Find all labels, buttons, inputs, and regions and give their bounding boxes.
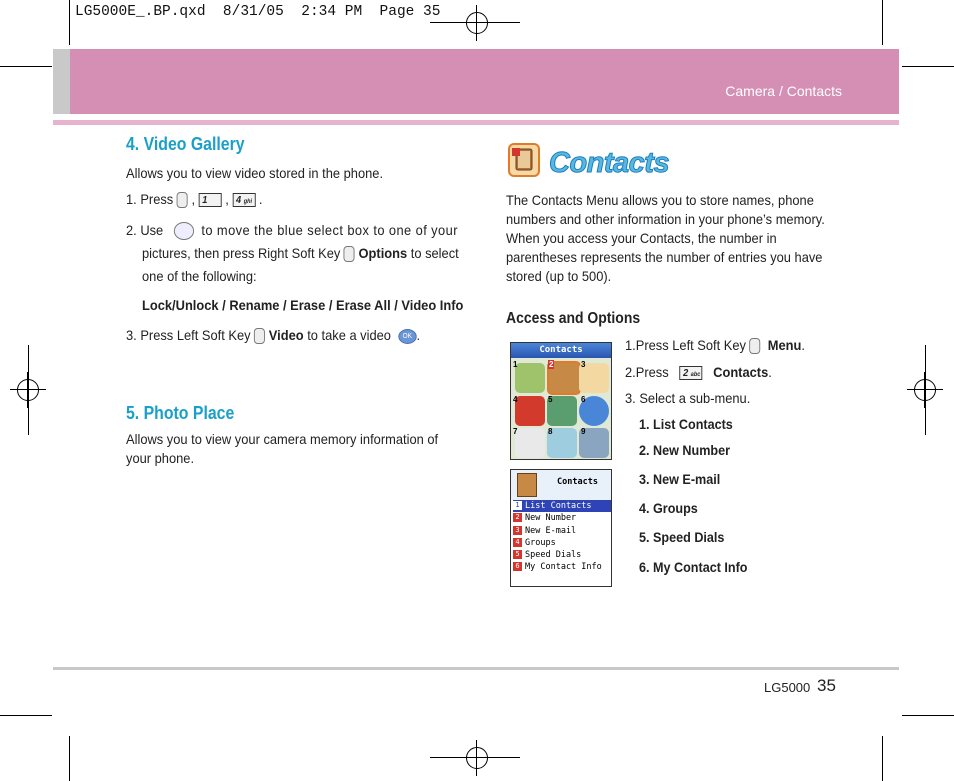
contacts-book-icon [508,143,540,177]
contacts-label: Contacts [713,364,769,380]
grid-number: 2 [549,360,554,369]
intro-line: numbers and other information in your phone’s memory. [506,211,825,227]
menu-list [511,500,611,574]
navigation-key-icon [174,222,194,240]
step-text: . [768,364,772,380]
key-1-icon [199,193,222,207]
header-gray-tab [53,49,70,114]
grid-number: 4 [513,395,518,404]
header-divider [53,120,899,125]
contacts-menu-screenshot [510,469,612,587]
video-step-2-line-2 [142,244,459,263]
right-soft-key-icon [344,246,355,262]
item-number: 1 [513,501,522,510]
step-text: pictures, then press Right Soft Key [142,245,341,261]
cell-icon [515,428,545,458]
access-step-1 [625,336,805,355]
menu-label: Menu [767,337,802,353]
key-label: 4 [236,195,242,207]
intro-line: parentheses represents the number of entries you have [506,249,823,265]
step-text: . [258,191,263,207]
submenu-item: 2. New Number [639,442,731,458]
item-label: New E-mail [525,525,577,536]
footer-model: LG5000 [764,680,811,695]
contacts-intro [506,191,853,286]
ok-key-label: OK [402,332,412,340]
crop-mark [430,757,520,758]
key-4-icon [232,193,255,207]
access-step-2 [625,363,772,382]
menu-item-speed-dials[interactable] [513,549,611,561]
item-label: My Contact Info [525,562,602,573]
print-slug: LG5000E_.BP.qxd 8/31/05 2:34 PM Page 35 [75,4,441,20]
crop-mark [69,736,70,781]
item-number: 3 [513,526,522,535]
crop-mark [882,0,883,45]
submenu-item: 6. My Contact Info [639,559,748,575]
menu-item-list-contacts[interactable] [513,500,611,512]
breadcrumb: Camera / Contacts [725,83,842,99]
video-step-1 [126,190,263,209]
menu-item-groups[interactable] [513,537,611,549]
key-label: 1 [202,195,208,207]
screen-title-bar [511,343,611,358]
video-label: Video [268,327,304,343]
step-text: . [416,327,421,343]
video-gallery-heading: 4. Video Gallery [126,134,245,154]
cell-icon [515,396,545,426]
contacts-grid-screenshot [510,342,612,460]
video-step-2 [126,221,458,240]
access-step-3: 3. Select a sub-menu. [625,390,751,406]
crop-mark [0,66,52,67]
book-icon [510,145,538,175]
step-text: . [801,337,805,353]
key-label: 2 [683,368,689,380]
access-options-heading: Access and Options [506,310,641,327]
photo-place-heading: 5. Photo Place [126,403,235,423]
crop-mark [430,22,520,23]
submenu-item: 3. New E-mail [639,471,721,487]
menu-item-my-contact-info[interactable] [513,561,611,573]
screen-title: Contacts [557,477,598,487]
video-step-3 [126,326,420,345]
video-options-list: Lock/Unlock / Rename / Erase / Erase All / Video Info [142,297,464,313]
step-text: , [191,191,196,207]
key-letters: ghi [243,199,252,206]
screen-header [511,470,611,500]
submenu-item: 4. Groups [639,500,698,516]
crop-mark [28,345,29,435]
crop-mark [902,66,954,67]
contacts-title: Contacts [549,147,670,179]
crop-mark [69,0,70,45]
photo-place-body-2: your phone. [126,450,195,466]
step-text: 2.Press [625,364,669,380]
grid-number: 9 [581,427,586,436]
step-text: 2. Use [126,222,164,238]
crop-mark [882,736,883,781]
grid-number: 5 [548,395,553,404]
page-header [53,49,899,114]
step-text: 1. Press [126,191,174,207]
video-step-2-line-3: one of the following: [142,268,257,284]
registration-mark-icon [459,5,495,41]
screen-title: Contacts [539,345,583,355]
grid-number: 1 [513,360,518,369]
left-soft-key-icon [177,192,188,208]
step-text: 3. Press Left Soft Key [126,327,251,343]
item-label: Groups [525,537,556,548]
intro-line: When you access your Contacts, the number in [506,230,777,246]
submenu-item: 1. List Contacts [639,416,733,432]
menu-item-new-email[interactable] [513,525,611,537]
ok-key-icon [398,329,416,344]
left-soft-key-icon [254,328,265,344]
crop-mark [0,715,52,716]
step-text: to move the blue select box to one of your [201,222,458,238]
grid-number: 7 [513,427,518,436]
menu-item-new-number[interactable] [513,512,611,524]
key-2-icon [679,366,702,380]
item-label: List Contacts [525,501,592,511]
item-label: New Number [525,513,577,524]
options-label: Options [358,245,408,261]
submenu-item: 5. Speed Dials [639,529,725,545]
step-text: to select [410,245,459,261]
item-label: Speed Dials [525,550,582,561]
item-number: 5 [513,550,522,559]
grid-number: 6 [581,395,586,404]
intro-line: stored (up to 500). [506,268,612,284]
page-number: 35 [817,676,836,695]
crop-mark [925,345,926,435]
step-text: , [225,191,229,207]
left-soft-key-icon [750,338,761,354]
grid-number: 8 [548,427,553,436]
crop-mark [902,715,954,716]
registration-mark-icon [459,740,495,776]
step-text: to take a video [307,327,391,343]
contacts-book-icon [517,473,537,497]
intro-line: The Contacts Menu allows you to store names, phone [506,192,814,208]
key-letters: abc [690,372,701,379]
cell-icon [515,363,545,393]
photo-place-body-1: Allows you to view your camera memory information of [126,431,439,447]
item-number: 6 [513,562,522,571]
item-number: 2 [513,513,522,522]
item-number: 4 [513,538,522,547]
video-gallery-intro: Allows you to view video stored in the phone. [126,165,384,181]
grid-number: 3 [581,360,586,369]
step-text: 1.Press Left Soft Key [625,337,746,353]
footer-divider [53,667,899,670]
